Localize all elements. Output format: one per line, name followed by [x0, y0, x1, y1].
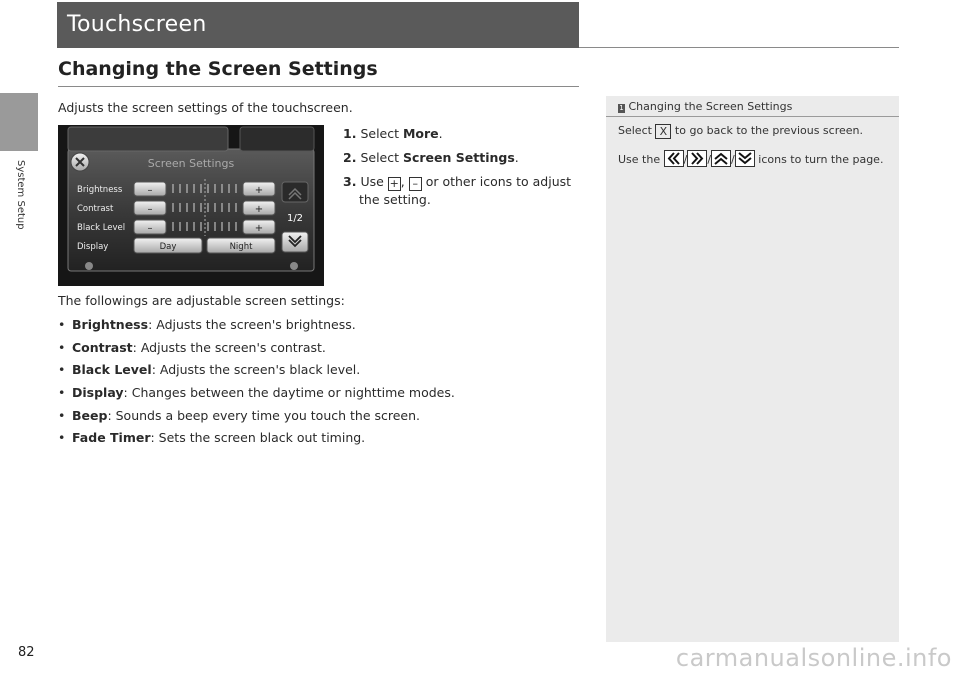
section-title: Changing the Screen Settings [58, 58, 378, 80]
side-tab-label: System Setup [15, 160, 26, 230]
double-chevron-down-icon [735, 150, 755, 167]
notes-sidebar [606, 96, 899, 642]
screen-row-label-brightness: Brightness [77, 185, 123, 195]
bezel-dot-right [290, 262, 298, 270]
double-chevron-up-icon [711, 150, 731, 167]
screen-row-label-black-level: Black Level [77, 223, 126, 233]
screen-settings-screenshot [58, 125, 324, 286]
sidebar-note-back: Select X to go back to the previous screen. [618, 124, 863, 138]
screenshot-graphic [58, 125, 324, 286]
svg-text:–: – [147, 223, 153, 234]
section-rule [58, 86, 579, 87]
note-marker-icon: 1 [619, 104, 624, 112]
sidebar-title: 1 Changing the Screen Settings [619, 100, 793, 113]
close-icon [71, 153, 89, 171]
list-item: • Black Level: Adjusts the screen's black level. [58, 362, 361, 378]
svg-text:+: + [254, 204, 264, 215]
screen-title: Screen Settings [147, 157, 235, 170]
svg-text:Night: Night [229, 242, 253, 252]
header-rule [579, 47, 899, 48]
minus-key-icon: – [409, 177, 422, 191]
list-item: • Beep: Sounds a beep every time you touch the screen. [58, 407, 421, 423]
step-1: 1. Select More. [343, 126, 443, 141]
svg-text:–: – [147, 204, 153, 215]
section-side-tab [0, 93, 38, 151]
plus-key-icon: + [389, 177, 399, 190]
intro-text: Adjusts the screen settings of the touchscreen. [58, 100, 353, 115]
page-number: 82 [18, 645, 35, 660]
page-indicator: 1/2 [286, 213, 304, 224]
sidebar-note-paging: Use the / / / icons to turn the page. [618, 150, 883, 167]
list-item: • Fade Timer: Sets the screen black out timing. [58, 430, 366, 446]
step-3: 3. Use + , – or other icons to adjust the setting. [343, 174, 572, 207]
screen-row-label-contrast: Contrast [77, 204, 114, 214]
page-down-icon [282, 232, 308, 252]
list-item: • Brightness: Adjusts the screen's brightness. [58, 317, 356, 332]
svg-text:+: + [254, 223, 264, 234]
list-item: • Display: Changes between the daytime or nighttime modes. [58, 385, 455, 401]
svg-text:Day: Day [159, 242, 177, 252]
svg-text:–: – [147, 185, 153, 196]
chapter-title: Touchscreen [67, 12, 207, 37]
svg-text:+: + [254, 185, 264, 196]
plus-buttons [243, 182, 275, 234]
double-chevron-left-icon [664, 150, 684, 167]
screen-row-label-display: Display [77, 242, 109, 252]
step-list [343, 122, 583, 209]
bezel-dot-left [85, 262, 93, 270]
close-key-icon: X [655, 124, 671, 139]
chapter-header [57, 2, 579, 48]
settings-list-intro: The followings are adjustable screen settings: [58, 293, 345, 308]
page-up-icon [282, 182, 308, 202]
step-2: 2. Select Screen Settings. [343, 150, 519, 165]
settings-bullet-list [58, 315, 455, 451]
double-chevron-right-icon [687, 150, 707, 167]
watermark: carmanualsonline.info [675, 644, 952, 672]
minus-buttons [134, 182, 166, 234]
list-item: • Contrast: Adjusts the screen's contrast. [58, 339, 326, 355]
sidebar-rule [606, 116, 899, 117]
